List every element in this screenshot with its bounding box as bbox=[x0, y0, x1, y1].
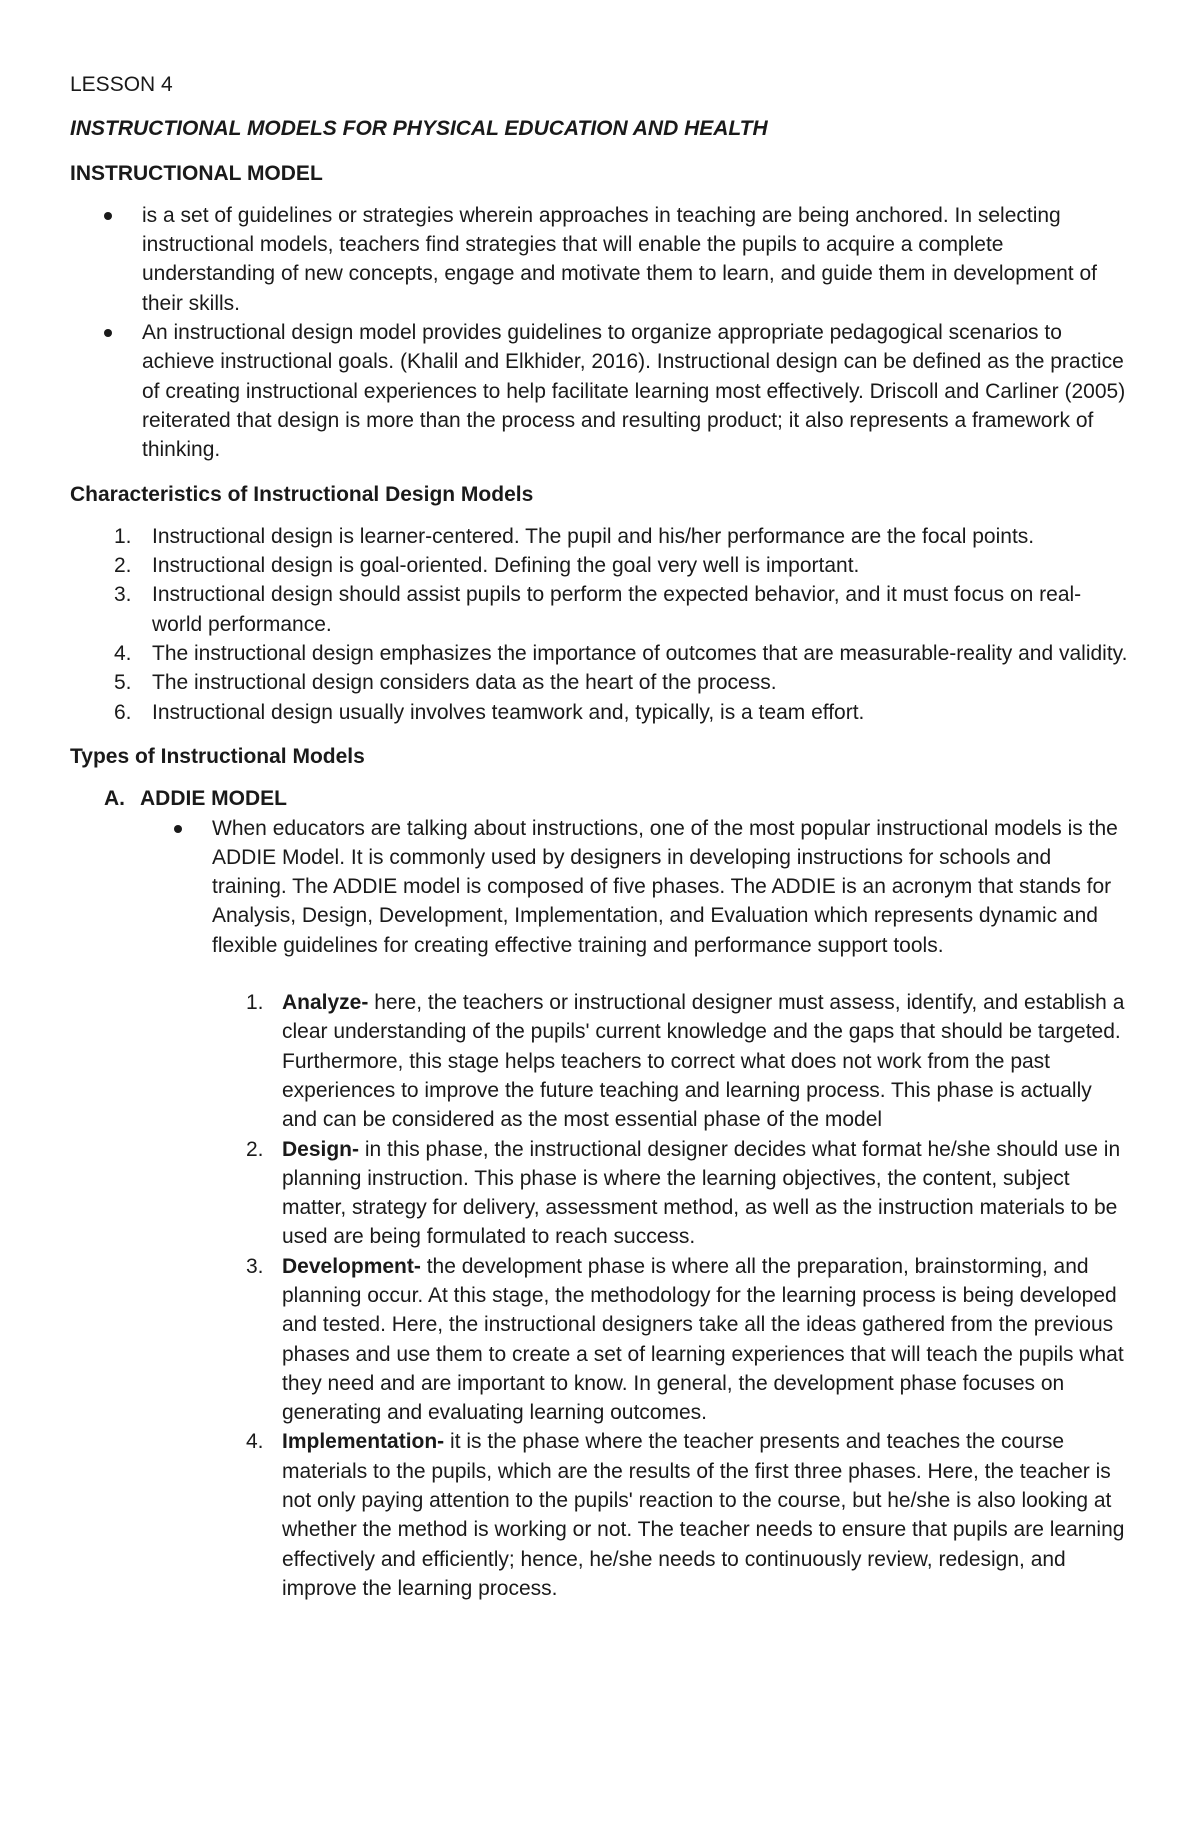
list-number: 2. bbox=[246, 1137, 264, 1161]
instructional-model-bullets bbox=[70, 201, 1130, 465]
phase-text: the development phase is where all the preparation, brainstorming, and planning occur. At this stage, the methodology for the learning process is being developed and tested. Here, the instructional designers take all the ideas gathered from the previous phases and use them to create a set of learning experiences that will teach the pupils what they need and are important to know. In general, the development phase focuses on generating and evaluating learning outcomes. bbox=[282, 1254, 1124, 1425]
list-number: 1. bbox=[246, 991, 264, 1015]
list-number: 4. bbox=[246, 1430, 264, 1454]
list-item bbox=[70, 698, 1130, 727]
bullet-text: An instructional design model provides guidelines to organize appropriate pedagogical scenarios to achieve instructional goals. (Khalil and Elkhider, 2016). Instructional design can be defined as the practice of creating instructional experiences to help facilitate learning most effectively. Driscoll and Carliner (2005) reiterated that design is more than the process and resulting product; it also represents a framework of thinking. bbox=[142, 321, 1126, 462]
list-item bbox=[70, 1427, 1130, 1603]
list-item-text: Instructional design usually involves teamwork and, typically, is a team effort. bbox=[152, 700, 865, 724]
list-number: 5. bbox=[114, 671, 132, 695]
bullet-icon bbox=[104, 212, 112, 220]
list-item-text: Instructional design should assist pupils to perform the expected behavior, and it must focus on real-world performance. bbox=[152, 583, 1082, 636]
list-item-text: Instructional design is learner-centered. The pupil and his/her performance are the focal points. bbox=[152, 524, 1035, 548]
subsection-title: ADDIE MODEL bbox=[140, 787, 287, 811]
bullet-icon bbox=[174, 825, 182, 833]
list-number: 3. bbox=[246, 1254, 264, 1278]
list-item bbox=[70, 580, 1130, 639]
section-heading-instructional-model: INSTRUCTIONAL MODEL bbox=[70, 161, 323, 185]
addie-phases-list bbox=[70, 988, 1130, 1603]
list-item bbox=[70, 814, 1130, 960]
list-item bbox=[70, 201, 1130, 318]
list-item bbox=[70, 551, 1130, 580]
list-item bbox=[70, 318, 1130, 464]
subsection-heading-addie bbox=[70, 784, 1130, 813]
phase-term: Implementation- bbox=[282, 1430, 445, 1454]
list-item bbox=[70, 522, 1130, 551]
list-item bbox=[70, 1252, 1130, 1428]
addie-bullets bbox=[70, 814, 1130, 960]
phase-text: here, the teachers or instructional designer must assess, identify, and establish a clear understanding of the pupils' current knowledge and the gaps that should be targeted. Furthermore, this stage helps teachers to correct what does not work from the past experiences to improve the future teaching and learning process. This phase is actually and can be considered as the most essential phase of the model bbox=[282, 991, 1125, 1132]
list-item-text: The instructional design considers data as the heart of the process. bbox=[152, 671, 777, 695]
bullet-text: is a set of guidelines or strategies wherein approaches in teaching are being anchored. In selecting instructional models, teachers find strategies that will enable the pupils to acquire a complete understanding of new concepts, engage and motivate them to learn, and guide them in development of their skills. bbox=[142, 203, 1097, 315]
phase-text: it is the phase where the teacher presents and teaches the course materials to the pupils, which are the results of the first three phases. Here, the teacher is not only paying attention to the pupils' reaction to the course, but he/she is also looking at whether the method is working or not. The teacher needs to ensure that pupils are learning effectively and efficiently; hence, he/she needs to continuously review, redesign, and improve the learning process. bbox=[282, 1430, 1125, 1600]
list-number: 6. bbox=[114, 700, 132, 724]
list-item bbox=[70, 1135, 1130, 1252]
bullet-text: When educators are talking about instructions, one of the most popular instructional models is the ADDIE Model. It is commonly used by designers in developing instructions for schools and training. The ADDIE model is composed of five phases. The ADDIE is an acronym that stands for Analysis, Design, Development, Implementation, and Evaluation which represents dynamic and flexible guidelines for creating effective training and performance support tools. bbox=[212, 816, 1118, 957]
document-page bbox=[70, 70, 1130, 1603]
phase-term: Analyze- bbox=[282, 991, 369, 1015]
list-number: 4. bbox=[114, 642, 132, 666]
list-item bbox=[70, 988, 1130, 1134]
list-item bbox=[70, 639, 1130, 668]
section-heading-types: Types of Instructional Models bbox=[70, 744, 365, 768]
list-item-text: The instructional design emphasizes the importance of outcomes that are measurable-reality and validity. bbox=[152, 642, 1128, 666]
phase-term: Development- bbox=[282, 1254, 421, 1278]
list-number: 3. bbox=[114, 583, 132, 607]
list-number: 1. bbox=[114, 524, 132, 548]
list-item bbox=[70, 668, 1130, 697]
section-heading-characteristics: Characteristics of Instructional Design Models bbox=[70, 482, 534, 506]
list-item-text: Instructional design is goal-oriented. Defining the goal very well is important. bbox=[152, 554, 860, 578]
list-number: 2. bbox=[114, 554, 132, 578]
lesson-label: LESSON 4 bbox=[70, 73, 173, 96]
phase-text: in this phase, the instructional designer decides what format he/she should use in planning instruction. This phase is where the learning objectives, the content, subject matter, strategy for delivery, assessment method, as well as the instruction materials to be used are being formulated to reach success. bbox=[282, 1137, 1121, 1249]
phase-term: Design- bbox=[282, 1137, 360, 1161]
document-title: INSTRUCTIONAL MODELS FOR PHYSICAL EDUCATION AND HEALTH bbox=[70, 117, 768, 141]
subsection-letter: A. bbox=[104, 787, 125, 811]
bullet-icon bbox=[104, 329, 112, 337]
characteristics-list bbox=[70, 522, 1130, 727]
